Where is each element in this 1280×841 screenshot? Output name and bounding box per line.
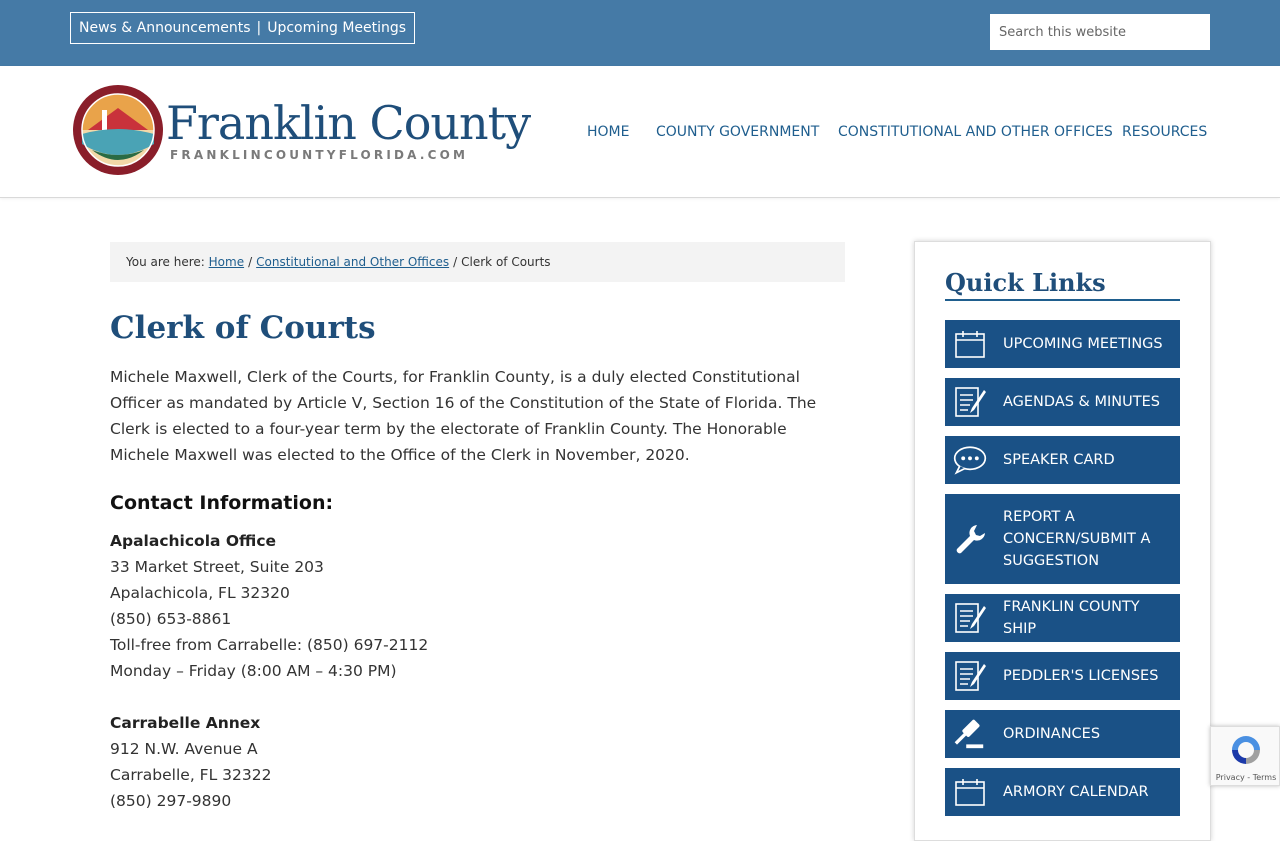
main-nav	[0, 124, 1280, 144]
top-bar	[0, 0, 1280, 66]
breadcrumb-home-link[interactable]: Home	[208, 255, 245, 269]
quick-link-report-concern[interactable]	[945, 494, 1180, 584]
logo-name: Franklin County	[166, 96, 531, 150]
quick-link-label: FRANKLIN COUNTY SHIP	[1003, 599, 1140, 637]
gavel-icon	[953, 717, 987, 751]
document-edit-icon	[953, 385, 987, 419]
page-title: Clerk of Courts	[110, 310, 376, 346]
document-edit-icon	[953, 601, 987, 635]
breadcrumb-separator: /	[248, 255, 253, 269]
office-name: Carrabelle Annex	[110, 714, 261, 732]
breadcrumb-section-link[interactable]: Constitutional and Other Offices	[256, 255, 450, 269]
quick-link-agendas-minutes[interactable]	[945, 378, 1180, 426]
quick-link-upcoming-meetings[interactable]	[945, 320, 1180, 368]
quick-link-peddlers-licenses[interactable]	[945, 652, 1180, 700]
recaptcha-privacy-terms[interactable]: Privacy - Terms	[1215, 773, 1277, 782]
office-city-line: Apalachicola, FL 32320	[110, 584, 290, 602]
breadcrumb-prefix: You are here:	[126, 255, 205, 269]
search-input[interactable]	[990, 14, 1210, 50]
quick-link-label: PEDDLER'S LICENSES	[1003, 668, 1159, 684]
office-block-apalachicola	[110, 528, 810, 684]
office-hours: Monday – Friday (8:00 AM – 4:30 PM)	[110, 662, 397, 680]
top-links	[70, 12, 415, 44]
office-tollfree-phone: Toll-free from Carrabelle: (850) 697-2112	[110, 636, 429, 654]
office-phone: (850) 653-8861	[110, 610, 232, 628]
office-city-line: Carrabelle, FL 32322	[110, 766, 272, 784]
office-block-carrabelle	[110, 710, 810, 814]
office-name: Apalachicola Office	[110, 532, 277, 550]
nav-home[interactable]: HOME	[587, 124, 630, 140]
contact-heading: Contact Information:	[110, 492, 334, 514]
breadcrumb-current: Clerk of Courts	[461, 255, 551, 269]
speech-bubble-icon	[953, 443, 987, 477]
quick-link-label: SPEAKER CARD	[1003, 452, 1115, 468]
office-address-line: 912 N.W. Avenue A	[110, 740, 258, 758]
wrench-icon	[953, 522, 987, 556]
nav-constitutional-offices[interactable]: CONSTITUTIONAL AND OTHER OFFICES	[838, 124, 1113, 140]
office-address-line: 33 Market Street, Suite 203	[110, 558, 324, 576]
quick-link-label: REPORT A CONCERN/SUBMIT A SUGGESTION	[1003, 509, 1151, 569]
quick-link-label: UPCOMING MEETINGS	[1003, 336, 1163, 352]
breadcrumb-separator: /	[453, 255, 458, 269]
quick-link-label: ARMORY CALENDAR	[1003, 784, 1149, 800]
quick-link-label: ORDINANCES	[1003, 726, 1101, 742]
breadcrumb	[110, 242, 845, 282]
recaptcha-badge[interactable]	[1210, 726, 1280, 786]
quick-link-armory-calendar[interactable]	[945, 768, 1180, 816]
quick-link-ordinances[interactable]	[945, 710, 1180, 758]
quick-links-title: Quick Links	[945, 268, 1180, 301]
top-links-separator: |	[256, 20, 262, 36]
document-edit-icon	[953, 659, 987, 693]
upcoming-meetings-link[interactable]: Upcoming Meetings	[267, 20, 407, 36]
office-phone: (850) 297-9890	[110, 792, 232, 810]
logo-url: FRANKLINCOUNTYFLORIDA.COM	[170, 148, 469, 162]
calendar-icon	[953, 775, 987, 809]
nav-county-government[interactable]: COUNTY GOVERNMENT	[656, 124, 820, 140]
quick-link-speaker-card[interactable]	[945, 436, 1180, 484]
recaptcha-icon	[1229, 733, 1263, 767]
quick-link-franklin-ship[interactable]	[945, 594, 1180, 642]
nav-resources[interactable]: RESOURCES	[1122, 124, 1208, 140]
intro-paragraph: Michele Maxwell, Clerk of the Courts, for Franklin County, is a duly elected Constitutional Officer as mandated by Article V, Section 16 of the Constitution of the State of Florida. The Clerk is elected to a four-year term by the electorate of Franklin County. The Honorable Michele Maxwell was elected to the Office of the Clerk in November, 2020.	[110, 368, 817, 464]
quick-link-label: AGENDAS & MINUTES	[1003, 394, 1160, 410]
calendar-icon	[953, 327, 987, 361]
news-announcements-link[interactable]: News & Announcements	[79, 20, 251, 36]
